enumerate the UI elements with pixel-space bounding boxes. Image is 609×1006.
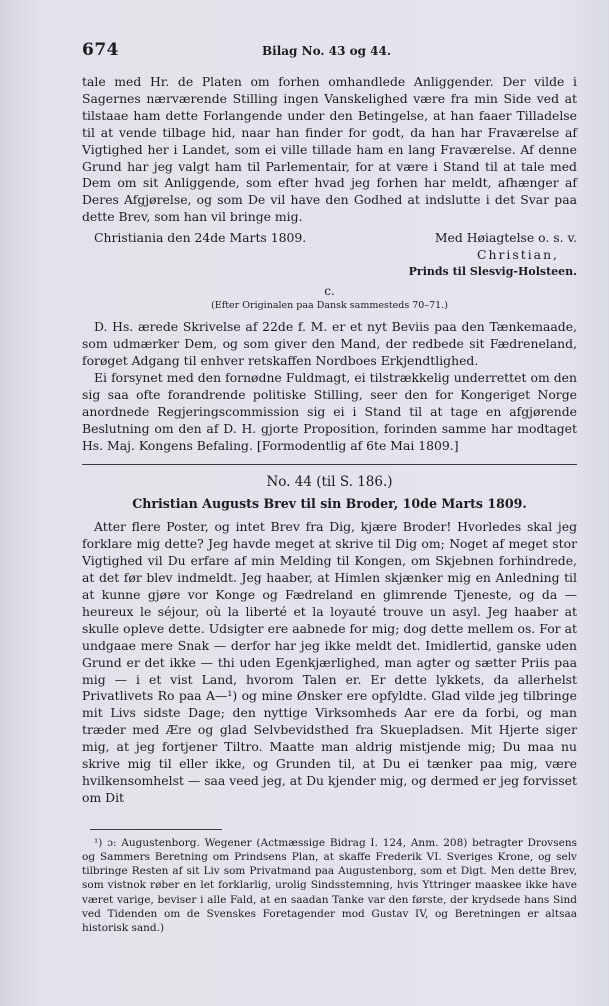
letter-c-paragraph-2: Ei forsynet med den fornødne Fuldmagt, ei tilstrækkelig underrettet om den sig saa ofte forandrende politiske Stilling, seer den for Kongeriget Norge anordnede Regjeringscommission sig ei i Stand til at tage en afgjørende Beslutning om den af D. H. gjorte Proposition, forinden samme har modtaget Hs. Maj. Kongens Befaling. [Formodentlig af 6te Mai 1809.] [82,369,577,453]
letter-44-body: Atter flere Poster, og intet Brev fra Dig, kjære Broder! Hvorledes skal jeg forklare mig dette? Jeg havde meget at skrive til Dig om; Noget af meget stor Vigtighed vil Du erfare af min Melding til Kongen, om Skjebnen forhindrede, at det før blev indmeldt. Jeg haaber, at Himlen skjænker mig en Anledning til at kunne gjøre vor Konge og Fædreland en glimrende Tjeneste, og da — heureux le séjour, où la liberté et la loyauté trouve un asyl. Jeg haaber at skulle opleve dette. Udsigter ere aabnede for mig; dog dette mellem os. For at undgaae mere Snak — derfor har jeg ikke meldt det. Imidlertid, ganske uden Grund er det ikke — thi uden Egenkjærlighed, man agter og sætter Priis paa mig — i et vist Land, hvorom Talen er. Er dette lykkets, da allerhelst Privatlivets Ro paa A—¹) og mine Ønsker ere opfyldte. Glad vilde jeg tilbringe mit Livs sidste Dage; den nyttige Virksomheds Aar ere da forbi, og man træder med Ære og glad Selvbevidsthed fra Skuepladsen. Mit Hjerte siger mig, at jeg fortjener Tiltro. Maatte man aldrig mistjende mig; Du maa nu skrive mig til eller ikke, og Grunden til, at Du ei tænker paa mig, være hvilkensomhelst — saa veed jeg, at Du kjender mig, og dermed er jeg forvisset om Dit [82,519,577,805]
section-subtitle: Christian Augusts Brev til sin Broder, 10de Marts 1809. [132,496,527,512]
letter-43-closing-row [82,229,577,246]
section-divider [82,464,577,465]
signature-name: Christian, [477,247,559,263]
running-title: Bilag No. 43 og 44. [262,44,392,58]
signature-title: Prinds til Slesvig-Holsteen. [408,265,577,279]
subsection-letter: c. [324,284,335,299]
page-number: 674 [82,40,119,60]
footnote-rule [90,829,222,830]
letter-c-paragraph-1: D. Hs. ærede Skrivelse af 22de f. M. er et nyt Beviis paa den Tænkemaade, som udmærker Dem, og som giver den Mand, der redbede sit Fædreneland, forøget Adgang til enhver retskaffen Nordboes Erkjendtlighed. [82,319,577,368]
footnote: ¹) ɔ: Augustenborg. Wegener (Actmæssige Bidrag I. 124, Anm. 208) betragter Drovsens og Sammers Beretning om Prindsens Plan, at skaffe Frederik VI. Sveriges Krone, og selv tilbringe Resten af sit Liv som Privatmand paa Augustenborg, som et Digt. Men dette Brev, som vistnok røber en let forklarlig, urolig Sindsstemning, hvis Yttringer maaskee ikke have været varige, beviser i alle Fald, at en saadan Tanke var den første, der krydsede hans Sind ved Tidenden om de Svenskes Foretagender mod Gustav IV, og Beretningen er altsaa historisk sand.) [82,836,577,935]
closing-formula: Med Høiagtelse o. s. v. [434,230,577,246]
section-number-heading: No. 44 (til S. 186.) [266,474,393,491]
place-date: Christiania den 24de Marts 1809. [94,230,307,246]
letter-43-body: tale med Hr. de Platen om forhen omhandlede Anliggender. Der vilde i Sagernes nærværende Stilling ingen Vanskelighed være fra min Side ved at tilstaae ham dette Forlangende under den Betingelse, at han faaer Tilladelse til at vende tilbage hid, naar han finder for godt, da han har Fraværelse af Vigtighed her i Landet, som ei ville tillade ham en lang Fraværelse. Af denne Grund har jeg valgt ham til Parlementair, for at være i Stand til at tale med Dem om sit Anliggende, som efter hvad jeg forhen har meldt, afhænger af Deres Afgjørelse, og som De vil have den Godhed at indslutte i det Svar paa dette Brev, som han vil bringe mig. [82,74,577,225]
signature-block [82,246,577,280]
page-header [82,40,577,74]
source-note: (Efter Originalen paa Dansk sammesteds 70–71.) [211,300,448,312]
